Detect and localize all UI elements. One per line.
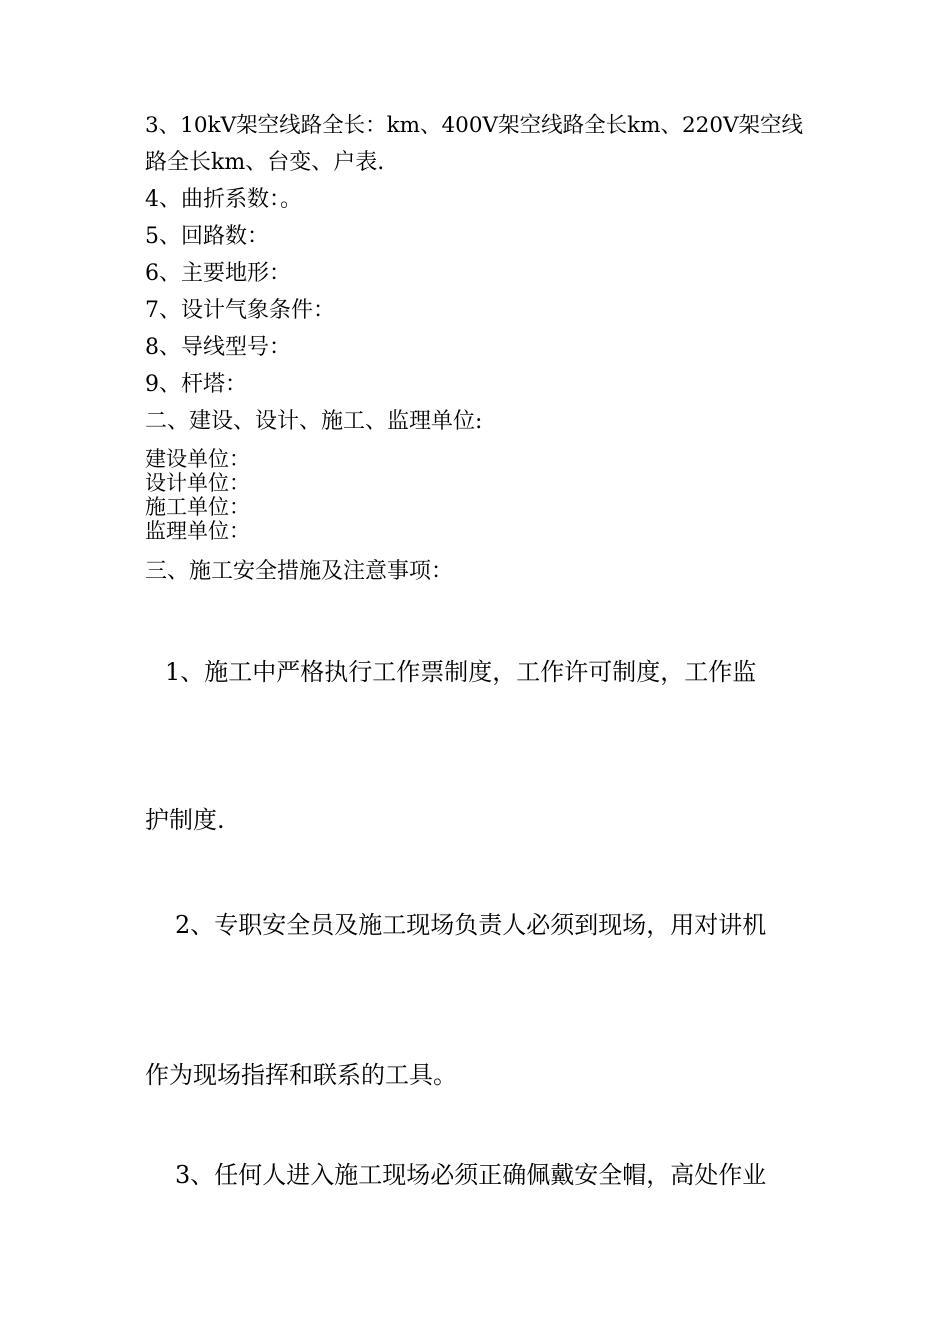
safety-item-2: 2、专职安全员及施工现场负责人必须到现场，用对讲机: [175, 911, 767, 939]
conductor-text: 8、导线型号：: [145, 335, 291, 360]
construction-owner-text: 建设单位：: [145, 447, 250, 471]
line-length-text-cont: 路全长km、台变、户表.: [145, 150, 385, 175]
units-heading: 二、建设、设计、施工、监理单位:: [145, 409, 483, 434]
safety-item-1-cont: 护制度.: [145, 806, 225, 834]
design-unit-text: 设计单位：: [145, 471, 250, 495]
towers-text: 9、杆塔：: [145, 372, 247, 397]
supervisor-unit-text: 监理单位：: [145, 519, 250, 543]
tortuosity-text: 4、曲折系数：。: [145, 187, 302, 212]
terrain-text: 6、主要地形：: [145, 261, 291, 286]
safety-heading: 三、施工安全措施及注意事项：: [145, 559, 454, 584]
safety-item-2-cont: 作为现场指挥和联系的工具。: [145, 1061, 457, 1089]
builder-unit-text: 施工单位：: [145, 495, 250, 519]
safety-item-3: 3、任何人进入施工现场必须正确佩戴安全帽，高处作业: [175, 1161, 767, 1189]
weather-text: 7、设计气象条件：: [145, 298, 335, 323]
circuits-text: 5、回路数：: [145, 224, 269, 249]
line-length-text: 3、10kV架空线路全长：km、400V架空线路全长km、220V架空线: [145, 113, 804, 138]
safety-item-1: 1、施工中严格执行工作票制度，工作许可制度，工作监: [165, 658, 757, 686]
